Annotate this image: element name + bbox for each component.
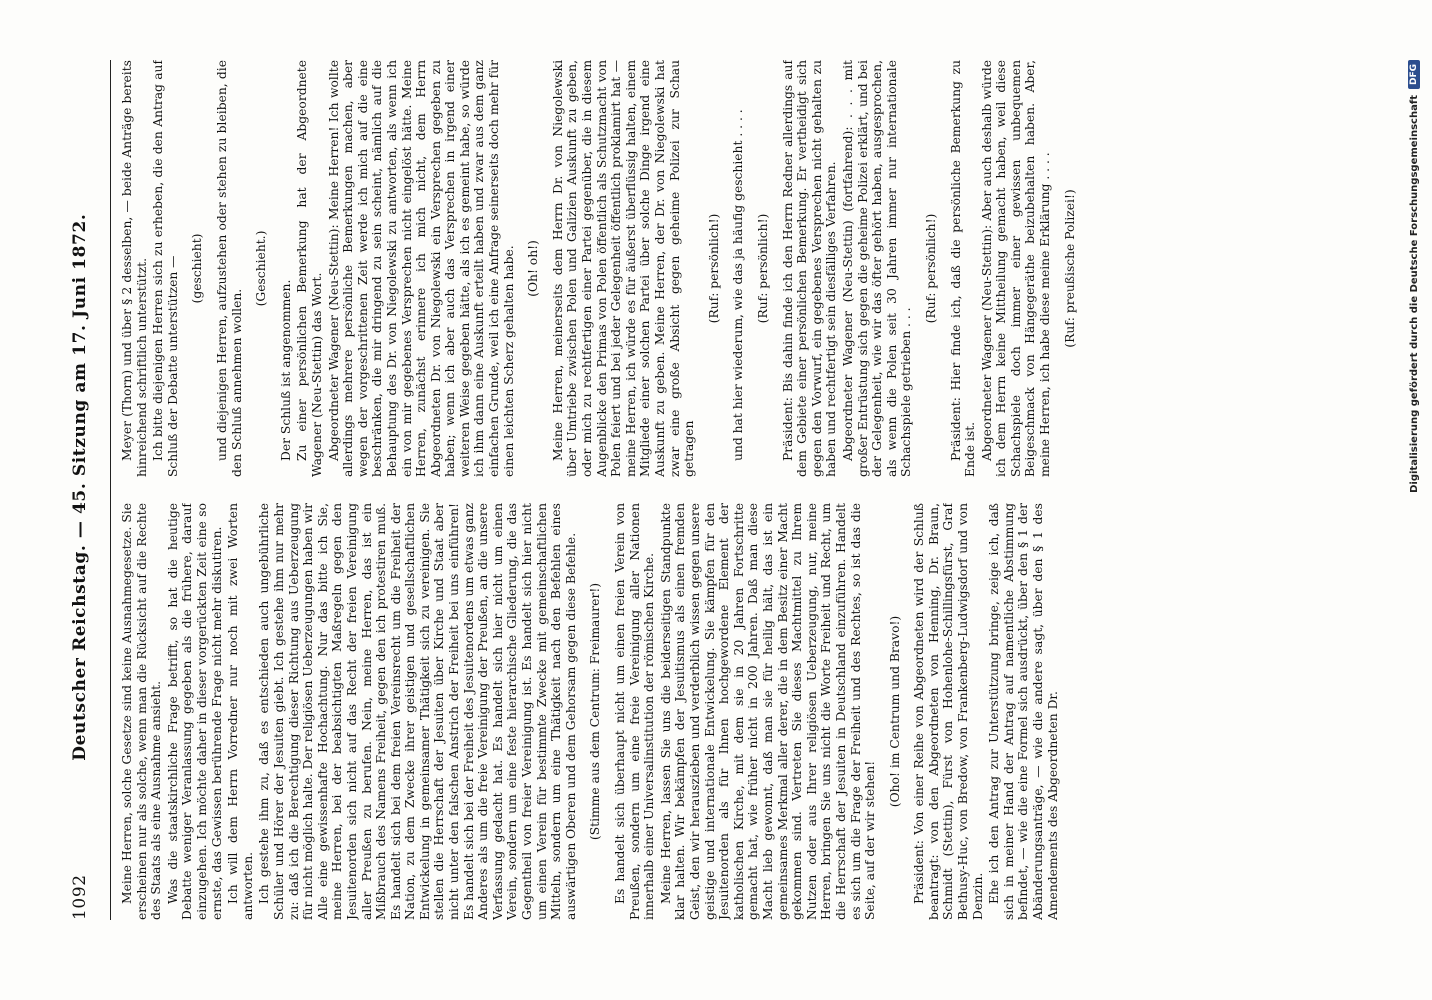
right-column	[120, 60, 1372, 477]
page-title: Deutscher Reichstag. — 45. Sitzung am 17. Juni 1872.	[70, 213, 90, 761]
paragraph: Ich will dem Herrn Vorredner nur noch mit zwei Worten antworten.	[226, 503, 255, 920]
stage-direction: (Ruf: persönlich!)	[923, 213, 938, 324]
stage-direction: (Oho! im Centrum und Bravo!)	[887, 615, 902, 808]
page-number: 1092	[70, 874, 90, 920]
paragraph: Präsident: Bis dahin finde ich den Herrn Redner allerdings auf dem Gebiete einer persönlichen Bemerkung. Er vertheidigt sich gegen den Vorwurf, ein gegebenes Versprechen nicht gehalten zu haben und rechtfertigt sein diesfälliges Verfahren.	[780, 60, 839, 477]
text-columns	[120, 60, 1372, 920]
stage-direction: (Geschieht.)	[254, 230, 269, 307]
stage-direction: (Ruf: preußische Polizei!)	[1062, 189, 1077, 348]
paragraph: Abgeordneter Wagener (Neu-Stettin): Meine Herren! Ich wollte allerdings mehrere persönliche Bemerkungen machen, aber wegen der vorgeschrittenen Zeit werde ich mich auf die eine beschränken, die mir dringend zu sein scheint, nämlich auf die Behauptung des Dr. von Niegolewski zu antworten, als wenn ich ein von mir gegebenes Versprechen nicht eingelöst hätte. Meine Herren, zunächst erinnere ich mich nicht, dem Herrn Abgeordneten Dr. von Niegolewski ein Versprechen gegeben zu haben; wenn ich aber auch das Versprechen in irgend einer weiteren Weise gegeben hätte, als ich es gemeint habe, so würde ich ihm dann eine Auskunft erteilt haben und zwar aus dem ganz einfachen Grunde, weil ich eine Anfrage seinerseits doch mehr für einen leichten Scherz gehalten habe.	[326, 60, 516, 477]
dfg-logo: DFG	[1408, 60, 1420, 89]
paragraph: Meine Herren, lassen Sie uns die beiderseitigen Standpunkte klar halten. Wir bekämpfen der Jesuitismus als einen fremden Geist, den wir herauszieben und verderblich wissen gegen unsere geistige und internationale Entwickelung. Sie kämpfen für den Jesuitenorden als für Ihnen hochgewordene Element der katholischen Kirche, mit dem sie in 20 Jahren Fortschritte gemacht hat, wie früher nicht in 200 Jahren. Daß man diese Macht lieb gewonnt, daß man sie für heilig hält, das ist ein gemeinsames Merkmal aller derer, die in dem Besitz einer Macht gekommen sind. Vertreten Sie dieses Machtmittel zu Ihrem Nutzen oder aus Ihrer religiösen Ueberzeugung, nur, meine Herren, bringen Sie uns nicht die Worte Freiheit und Recht, um die Herrschaft der Jesuiten in Deutschland einzuführen. Handelt es sich um die Frage der Freiheit und des Rechtes, so ist das die Seite, auf der wir stehen!	[658, 503, 878, 920]
page-header	[70, 60, 111, 920]
stage-direction: (Oh! oh!)	[526, 240, 541, 297]
paragraph: Ehe ich den Antrag zur Unterstützung bringe, zeige ich, daß sich in meiner Hand der Antrag auf namentliche Abstimmung befindet, — wie die eine Formel sich ausdrückt, über den § 1 der Abänderungsanträge, — wie die andere sagt, über den § 1 des Amendements des Abgeordneten Dr.	[987, 503, 1060, 920]
digitization-credit	[1408, 60, 1420, 920]
stage-direction: (Ruf: persönlich!)	[755, 213, 770, 324]
left-column	[120, 503, 1372, 920]
stage-direction: (geschieht)	[190, 233, 205, 304]
paragraph: Was die staatskirchliche Frage betrifft, so hat die heutige Debatte weniger Veranlassung gegeben als die frühere, darauf einzugehen. Ich möchte daher in dieser vorgerückten Zeit eine so ernste, das Gewissen berührende Frage nicht mehr diskutiren.	[165, 503, 224, 920]
paragraph: Präsident: Hier finde ich, daß die persönliche Bemerkung zu Ende ist.	[948, 60, 978, 477]
paragraph: Ich bitte diejenigen Herren sich zu erheben, die den Antrag auf Schluß der Debatte unterstützen —	[151, 60, 180, 477]
paragraph: Der Schluß ist angenommen.	[278, 279, 293, 461]
paragraph: Abgeordneter Wagener (Neu-Stettin): Aber auch deshalb würde ich dem Herrn keine Mittheilung gemacht haben, weil diese Schachspiele doch immer einer gewissen unbequemen Beigeschmack von Hängegeräthe beizubehalten haben. Aber, meine Herren, ich habe diese meine Erklärung . . . .	[979, 60, 1053, 477]
paragraph: und diejenigen Herren, aufzustehen oder stehen zu bleiben, die den Schluß annehmen wollen.	[214, 60, 244, 477]
paragraph: Meine Herren, solche Gesetze sind keine Ausnahmegesetze. Sie erscheinen nur als solche, wenn man die Rücksicht auf die Rechte des Staats als eine Ausnahme ansieht.	[120, 503, 164, 920]
stage-direction: (Ruf: persönlich!)	[706, 213, 721, 324]
paragraph: Meyer (Thorn) und über § 2 desselben, — beide Anträge bereits hinreichend schriftlich unterstützt.	[120, 60, 149, 477]
paragraph: Ich gestehe ihm zu, daß es entschieden auch ungebührliche Schüler und Hörer der Jesuiten giebt. Ich gestehe ihm nur mehr zu: daß ich die Berechtigung dieser Richtung aus Ueberzeugung für nicht möglich halte. Der religiösen Ueberzeugungen haben wir Alle eine gewissenhafte Hochachtung. Nur das bitte ich Sie, meine Herren, bei der beabsichtigten Maßregeln gegen den Jesuitenorden sich nicht auf das Recht der freien Vereinigung aller Preußen zu berufen. Nein, meine Herren, das ist ein Mißbrauch des Namens Freiheit, gegen den ich protestiren muß. Es handelt sich bei dem freien Vereinsrecht um die Freiheit der Nation, zu dem Zwecke ihrer geistigen und gesellschaftlichen Entwickelung in gemeinsamer Thätigkeit sich zu vereinigen. Sie stellen die Herrschaft der Jesuiten über Kirche und Staat aber nicht unter den falschen Anstrich der Freiheit bei uns einführen! Es handelt sich bei der Freiheit des Jesuitenordens um etwas ganz Anderes als um die freie Vereinigung der Preußen, an die unsere Verfassung gedacht hat. Es handelt sich hier nicht um einen Verein, sondern um eine feste hierarchische Gliederung, die das Gegentheil von freier Vereinigung ist. Es handelt sich hier nicht um einen Verein für bestimmte Zwecke mit gemeinschaftlichen Mitteln, sondern um eine Thätigkeit nach den Befehlen eines auswärtigen Oberen und dem Gehorsam gegen diese Befehle.	[257, 503, 578, 920]
stage-direction: (Stimme aus dem Centrum: Freimaurer!)	[588, 582, 603, 841]
paragraph: und hat hier wiederum, wie das ja häufig geschieht . . . .	[731, 109, 746, 461]
paragraph: Es handelt sich überhaupt nicht um einen freien Verein von Preußen, sondern um eine freie Vereinigung aller Nationen innerhalb einer Universalinstitution der römischen Kirche.	[613, 503, 657, 920]
paragraph: Meine Herren, meinerseits dem Herrn Dr. von Niegolewski über Umtriebe zwischen Polen und Galizien Auskunft zu geben, oder mich zu rechtfertigen einer Partei gegenüber, die in diesem Augenblicke den Primas von Polen öffentlich als Schutzmacht von Polen feiert und bei jeder Gelegenheit öffentlich proklamirt hat — meine Herren, ich würde es für äußerst überflüssig halten, einem Mitgliede einer solchen Partei über solche Dinge irgend eine Auskunft zu geben. Meine Herren, der Dr. von Niegolewski hat zwar eine große Absicht gegen geheime Polizei zur Schau getragen	[550, 60, 697, 477]
paragraph: Präsident: Von einer Reihe von Abgeordneten wird der Schluß beantragt: von den Abgeordneten von Henning, Dr. Braun, Schmidt (Stettin), Fürst von Hohenlohe-Schillingsfürst, Graf Bethusy-Huc, von Bredow, von Frankenberg-Ludwigsdorf und von Denzin.	[912, 503, 985, 920]
paragraph: Abgeordneter Wagener (Neu-Stettin) (fortfahrend): . . . mit großer Entrüstung sich gegen die geheime Polizei erklärt, und bei der Gelegenheit, wie wir das öfter gehört haben, ausgesprochen, als wenn die Polen seit 30 Jahren immer nur internationale Schachspiele getrieben . . .	[840, 60, 914, 477]
credit-text: Digitalisierung gefördert durch die Deutsche Forschungsgemeinschaft	[1408, 95, 1420, 493]
paragraph: Zu einer persönlichen Bemerkung hat der Abgeordnete Wagener (Neu-Stettin) das Wort.	[295, 60, 324, 477]
